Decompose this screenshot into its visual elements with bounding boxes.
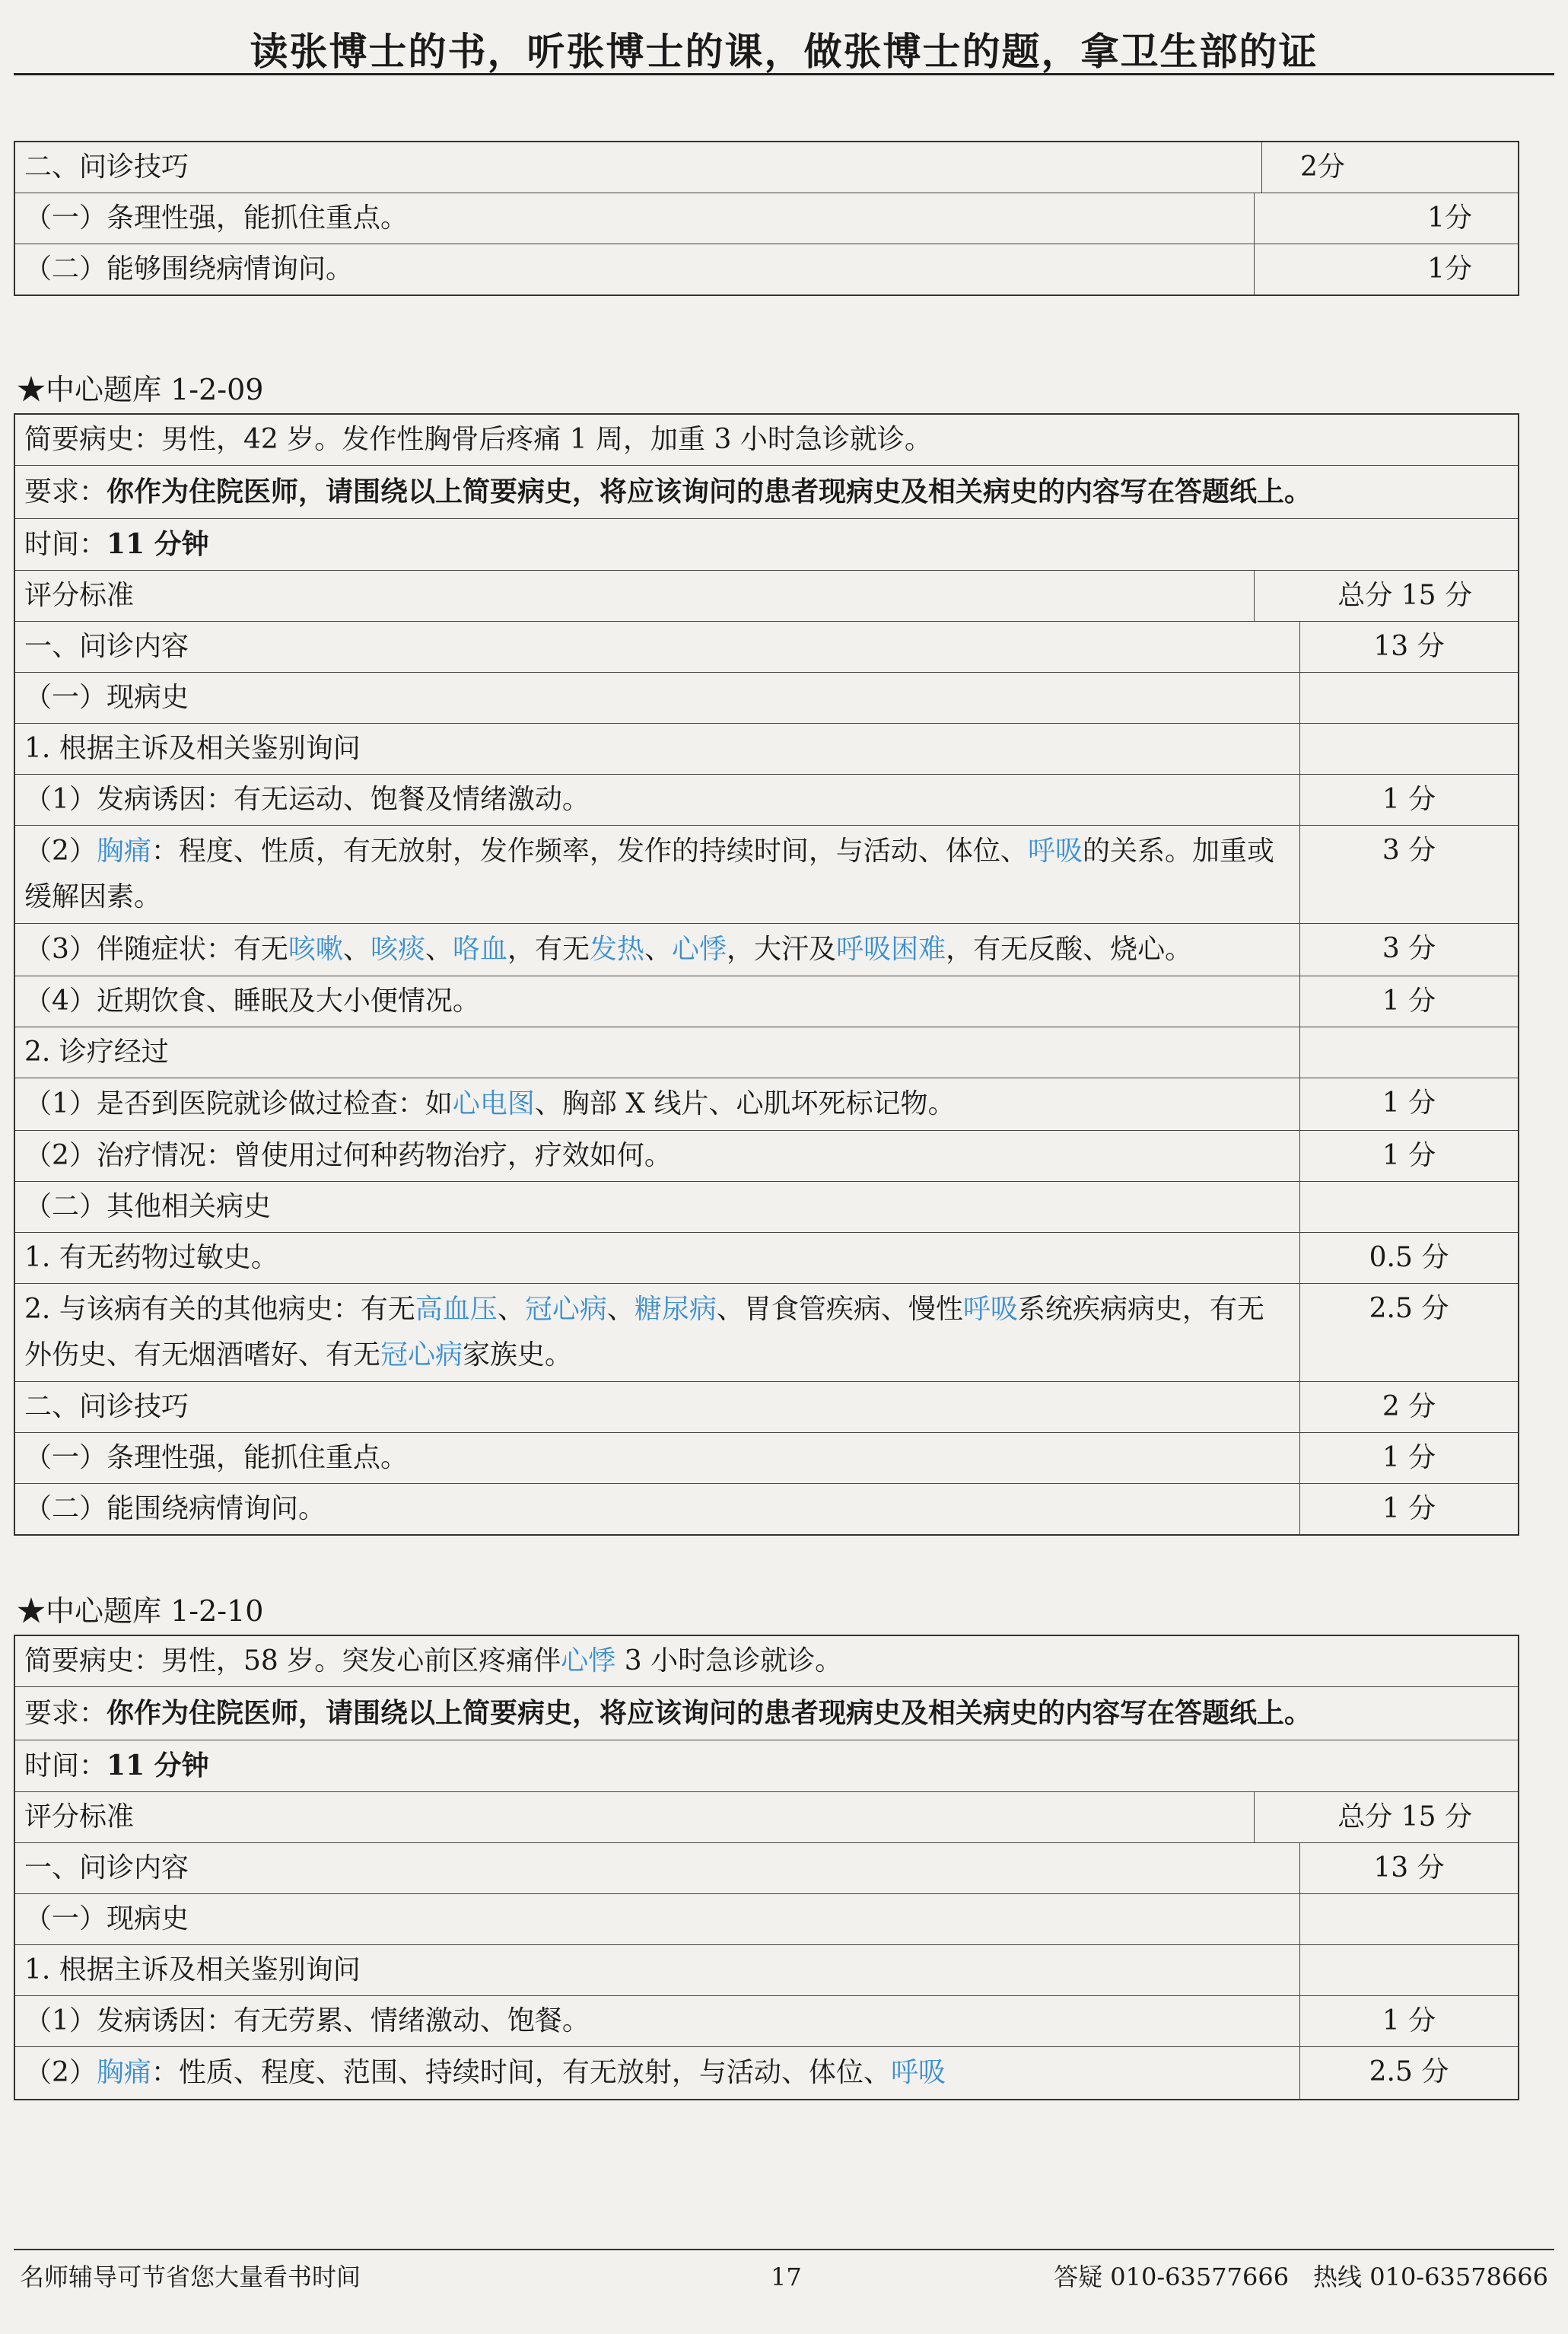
table-row xyxy=(15,924,1518,976)
time-value: 11 分钟 xyxy=(107,528,209,560)
table-row xyxy=(15,1433,1518,1484)
page-number: 17 xyxy=(771,2262,802,2291)
row-text: （2）治疗情况：曾使用过何种药物治疗，疗效如何。 xyxy=(24,1140,672,1171)
table-row xyxy=(15,1131,1518,1182)
highlighted-term: 心悸 xyxy=(672,934,727,965)
row-text: 1. 根据主诉及相关鉴别询问 xyxy=(24,1954,361,1985)
table-row xyxy=(15,1996,1518,2047)
row-text: 2. 诊疗经过 xyxy=(24,1036,169,1068)
text-segment: 系统疾病病史，有无外伤史、有无烟酒嗜好、有无 xyxy=(24,1294,1264,1371)
requirement-label: 要求： xyxy=(24,476,107,508)
case-title: ★中心题库 1-2-10 xyxy=(17,1594,264,1628)
row-text: （1）发病诱因：有无运动、饱餐及情绪激动。 xyxy=(24,784,590,815)
highlighted-term: 发热 xyxy=(590,934,645,965)
table-row xyxy=(15,1182,1518,1233)
row-score: 1 分 xyxy=(1299,1131,1518,1181)
text-segment: 简要病史：男性，58 岁。突发心前区疼痛伴 xyxy=(24,1645,561,1676)
row-score: 1分 xyxy=(1254,244,1518,295)
row-text xyxy=(15,2047,1299,2099)
row-score: 0.5 分 xyxy=(1299,1233,1518,1283)
history-text: 简要病史：男性，42 岁。发作性胸骨后疼痛 1 周，加重 3 小时急诊就诊。 xyxy=(24,424,932,455)
row-text: （二）其他相关病史 xyxy=(24,1191,272,1222)
row-score xyxy=(1299,1027,1518,1078)
requirement-label: 要求： xyxy=(24,1698,107,1729)
footer-contact: 答疑 010-63577666 热线 010-63578666 xyxy=(1054,2262,1548,2291)
time-text xyxy=(15,519,1518,570)
highlighted-term: 胸痛 xyxy=(96,2057,151,2088)
highlighted-term: 呼吸 xyxy=(962,1294,1018,1325)
requirement-text xyxy=(15,1687,1518,1740)
table-row xyxy=(15,724,1518,775)
row-text xyxy=(15,1078,1299,1130)
table-row xyxy=(15,673,1518,724)
row-score: 3 分 xyxy=(1299,826,1518,923)
text-segment: （2） xyxy=(24,2057,97,2088)
text-segment: 2. 与该病有关的其他病史：有无 xyxy=(24,1294,415,1325)
table-row xyxy=(15,142,1518,193)
row-score xyxy=(1299,1894,1518,1944)
row-text: （二）能够围绕病情询问。 xyxy=(24,253,354,285)
highlighted-term: 冠心病 xyxy=(524,1294,607,1325)
requirement-text xyxy=(15,466,1518,518)
row-score: 1 分 xyxy=(1299,1484,1518,1534)
time-label: 时间： xyxy=(24,1750,107,1782)
highlighted-term: 心悸 xyxy=(561,1645,616,1676)
highlighted-term: 呼吸 xyxy=(1027,836,1083,867)
text-segment: ，有无反酸、烧心。 xyxy=(946,934,1193,965)
table-row xyxy=(15,622,1518,673)
table-row xyxy=(15,775,1518,826)
case2-table xyxy=(14,1635,1519,2100)
row-score: 1 分 xyxy=(1299,775,1518,825)
case2-rows xyxy=(15,1843,1518,2099)
row-text: 1. 有无药物过敏史。 xyxy=(24,1242,278,1273)
text-segment: （1）是否到医院就诊做过检查：如 xyxy=(24,1088,453,1119)
row-text: （一）条理性强，能抓住重点。 xyxy=(24,1442,409,1473)
text-segment: 、 xyxy=(606,1294,635,1325)
row-score: 13 分 xyxy=(1299,1843,1518,1893)
row-score: 3 分 xyxy=(1299,924,1518,976)
text-segment: 、 xyxy=(342,934,371,965)
table-row xyxy=(15,1843,1518,1894)
row-score: 1 分 xyxy=(1299,1078,1518,1130)
row-score: 1 分 xyxy=(1299,1996,1518,2046)
table-row xyxy=(15,193,1518,244)
table-row xyxy=(15,1078,1518,1131)
total-score: 总分 15 分 xyxy=(1254,1792,1518,1842)
text-segment: ，大汗及 xyxy=(727,934,837,965)
highlighted-term: 咳嗽 xyxy=(288,934,343,965)
table-row xyxy=(15,1027,1518,1078)
row-score: 2.5 分 xyxy=(1299,1284,1518,1381)
row-text: 一、问诊内容 xyxy=(24,631,189,662)
time-text xyxy=(15,1740,1518,1791)
highlighted-term: 呼吸 xyxy=(890,2057,946,2088)
row-score: 13 分 xyxy=(1299,622,1518,672)
text-segment: 、胃食管疾病、慢性 xyxy=(716,1294,963,1325)
text-segment: 3 小时急诊就诊。 xyxy=(615,1645,843,1676)
row-text: （4）近期饮食、睡眠及大小便情况。 xyxy=(24,986,480,1017)
requirement-row xyxy=(15,1687,1518,1740)
table-row xyxy=(15,1945,1518,1996)
requirement-row xyxy=(15,466,1518,519)
row-text: 1. 根据主诉及相关鉴别询问 xyxy=(24,733,361,764)
text-segment: 家族史。 xyxy=(463,1339,573,1371)
row-text xyxy=(15,1284,1299,1381)
row-text: 二、问诊技巧 xyxy=(24,1391,189,1422)
case1-rows xyxy=(15,622,1518,1534)
table-row xyxy=(15,1484,1518,1534)
text-segment: （2） xyxy=(24,836,97,867)
table-row xyxy=(15,1382,1518,1433)
case1-table xyxy=(14,413,1519,1536)
page-header: 读张博士的书，听张博士的课，做张博士的题，拿卫生部的证 xyxy=(250,29,1318,74)
time-row xyxy=(15,519,1518,571)
text-segment: 、胸部 X 线片、心肌坏死标记物。 xyxy=(534,1088,956,1119)
row-text: （二）能围绕病情询问。 xyxy=(24,1493,326,1524)
history-text xyxy=(15,1636,1518,1686)
page-footer xyxy=(14,2249,1554,2304)
history-row xyxy=(15,415,1518,466)
table-row xyxy=(15,976,1518,1027)
header-rule xyxy=(14,73,1554,75)
text-segment: ：性质、程度、范围、持续时间，有无放射，与活动、体位、 xyxy=(151,2057,891,2088)
highlighted-term: 呼吸困难 xyxy=(836,934,946,965)
requirement-body: 你作为住院医师，请围绕以上简要病史，将应该询问的患者现病史及相关病史的内容写在答题纸上。 xyxy=(107,476,1312,508)
text-segment: 、 xyxy=(497,1294,525,1325)
row-score: 1 分 xyxy=(1299,1433,1518,1483)
row-score xyxy=(1299,1182,1518,1232)
table-row xyxy=(15,244,1518,295)
highlighted-term: 冠心病 xyxy=(380,1339,463,1371)
case-title: ★中心题库 1-2-09 xyxy=(17,373,264,406)
row-text xyxy=(15,826,1299,923)
history-row xyxy=(15,1636,1518,1687)
footer-slogan: 名师辅导可节省您大量看书时间 xyxy=(20,2262,361,2291)
page-content xyxy=(14,141,1524,2100)
table-row xyxy=(15,1284,1518,1382)
text-segment: ，有无 xyxy=(507,934,590,965)
standard-row xyxy=(15,1792,1518,1843)
highlighted-term: 糖尿病 xyxy=(634,1294,717,1325)
table-row xyxy=(15,1233,1518,1284)
standard-label: 评分标准 xyxy=(24,580,135,611)
text-segment: （3）伴随症状：有无 xyxy=(24,934,288,965)
row-text: 二、问诊技巧 xyxy=(24,151,189,183)
requirement-body: 你作为住院医师，请围绕以上简要病史，将应该询问的患者现病史及相关病史的内容写在答题纸上。 xyxy=(107,1697,1312,1729)
table-row xyxy=(15,826,1518,924)
time-value: 11 分钟 xyxy=(107,1750,209,1782)
row-score: 2分 xyxy=(1261,142,1518,193)
row-score xyxy=(1299,673,1518,723)
text-segment: 、 xyxy=(644,934,673,965)
row-score xyxy=(1299,724,1518,774)
total-score: 总分 15 分 xyxy=(1254,571,1518,621)
time-label: 时间： xyxy=(24,529,107,560)
text-segment: 的关系。加重或缓解因素。 xyxy=(24,836,1274,912)
row-score: 2 分 xyxy=(1299,1382,1518,1432)
standard-row xyxy=(15,571,1518,622)
table-row xyxy=(15,2047,1518,2099)
row-text: （1）发病诱因：有无劳累、情绪激动、饱餐。 xyxy=(24,2005,590,2036)
highlighted-term: 咯血 xyxy=(452,934,507,965)
highlighted-term: 高血压 xyxy=(415,1294,498,1325)
row-score: 2.5 分 xyxy=(1299,2047,1518,2099)
row-text: 一、问诊内容 xyxy=(24,1852,189,1883)
table-row xyxy=(15,1894,1518,1945)
row-text: （一）现病史 xyxy=(24,1903,189,1934)
time-row xyxy=(15,1740,1518,1792)
standard-label: 评分标准 xyxy=(24,1801,135,1832)
row-score xyxy=(1299,1945,1518,1995)
highlighted-term: 咳痰 xyxy=(370,934,425,965)
row-score: 1 分 xyxy=(1299,976,1518,1027)
row-score: 1分 xyxy=(1254,193,1518,244)
row-text: （一）现病史 xyxy=(24,682,189,713)
highlighted-term: 心电图 xyxy=(452,1088,535,1119)
text-segment: 、 xyxy=(425,934,453,965)
top-score-table xyxy=(14,141,1519,296)
highlighted-term: 胸痛 xyxy=(96,836,151,867)
text-segment: ：程度、性质，有无放射，发作频率，发作的持续时间，与活动、体位、 xyxy=(151,836,1028,867)
row-text xyxy=(15,924,1299,976)
row-text: （一）条理性强，能抓住重点。 xyxy=(24,202,409,234)
